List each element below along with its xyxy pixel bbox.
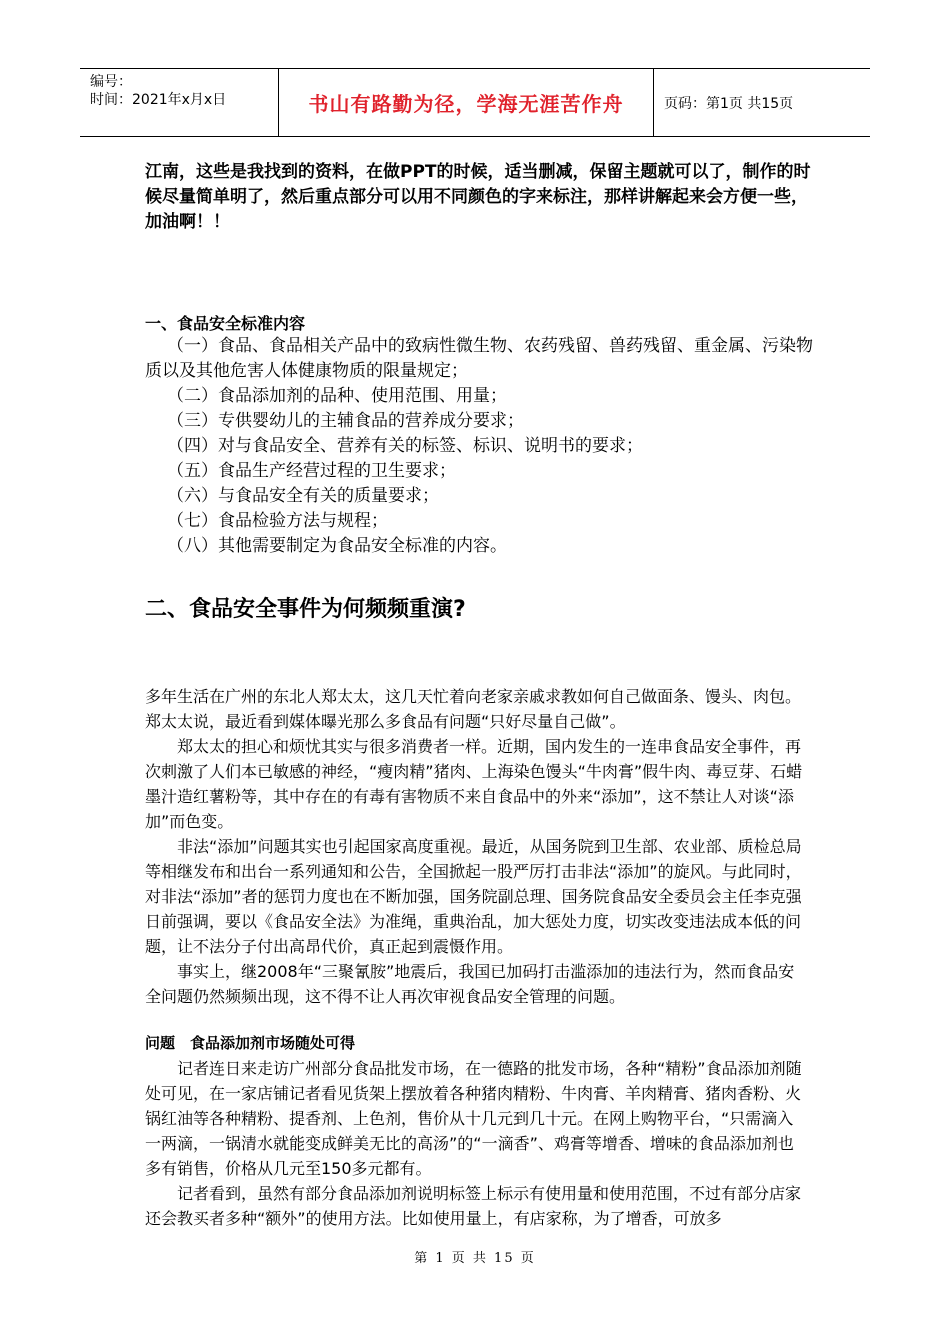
- paragraph: 郑太太的担心和烦忧其实与很多消费者一样。近期，国内发生的一连串食品安全事件，再次刺激了人们本已敏感的神经，“瘦肉精”猪肉、上海染色馒头“牛肉膏”假牛肉、毒豆芽、石蜡墨汁造红薯粉等，其中存在的有毒有害物质不来自食品中的外来“添加”，这不禁让人对谈“添加”而色变。: [145, 737, 803, 831]
- section1-title: 一、食品安全标准内容: [145, 314, 306, 333]
- subsection-body: [145, 1056, 805, 1231]
- list-item: （六）与食品安全有关的质量要求；: [167, 486, 439, 506]
- document-time-label: 时间：2021年x月x日: [90, 92, 227, 108]
- list-item: （三）专供婴幼儿的主辅食品的营养成分要求；: [167, 411, 524, 431]
- list-item: （一）食品、食品相关产品中的致病性微生物、农药残留、兽药残留、重金属、污染物质以及其他危害人体健康物质的限量规定；: [145, 336, 813, 381]
- paragraph: 多年生活在广州的东北人郑太太，这几天忙着向老家亲戚求教如何自己做面条、馒头、肉包。郑太太说，最近看到媒体曝光那么多食品有问题“只好尽量自己做”。: [145, 687, 802, 731]
- page-footer: 第 1 页 共 15 页: [414, 1251, 536, 1266]
- paragraph: 记者连日来走访广州部分食品批发市场，在一德路的批发市场，各种“精粉”食品添加剂随处可见，在一家店铺记者看见货架上摆放着各种猪肉精粉、牛肉膏、羊肉精膏、猪肉香粉、火锅红油等各种精粉、提香剂、上色剂，售价从十几元到几十元。在网上购物平台，“只需滴入一两滴，一锅清水就能变成鲜美无比的高汤”的“一滴香”、鸡膏等增香、增味的食品添加剂也多有销售，价格从几元至150多元都有。: [145, 1059, 802, 1178]
- list-item: （二）食品添加剂的品种、使用范围、用量；: [167, 386, 507, 406]
- header-motto-cell: [279, 69, 654, 136]
- paragraph: 非法“添加”问题其实也引起国家高度重视。最近，从国务院到卫生部、农业部、质检总局等相继发布和出台一系列通知和公告，全国掀起一股严厉打击非法“添加”的旋风。与此同时，对非法“添加”者的惩罚力度也在不断加强，国务院副总理、国务院食品安全委员会主任李克强日前强调，要以《食品安全法》为准绳，重典治乱，加大惩处力度，切实改变违法成本低的问题，让不法分子付出高昂代价，真正起到震慑作用。: [145, 837, 802, 956]
- page-info: 页码：第1页 共15页: [664, 95, 794, 112]
- list-item: （八）其他需要制定为食品安全标准的内容。: [167, 536, 507, 556]
- document-number-label: 编号：: [90, 74, 132, 90]
- author-note: 江南，这些是我找到的资料，在做PPT的时候，适当删减，保留主题就可以了，制作的时候尽量简单明了，然后重点部分可以用不同颜色的字来标注，那样讲解起来会方便一些，加油啊！！: [145, 162, 811, 232]
- motto-text: 书山有路勤为径，学海无涯苦作舟: [308, 92, 624, 116]
- list-item: （四）对与食品安全、营养有关的标签、标识、说明书的要求；: [167, 436, 643, 456]
- header-table: [80, 68, 870, 137]
- section2-title: 二、食品安全事件为何频频重演?: [145, 597, 466, 622]
- subsection-title: 问题 食品添加剂市场随处可得: [145, 1034, 356, 1052]
- header-meta-cell: [80, 69, 279, 136]
- paragraph: 事实上，继2008年“三聚氰胺”地震后，我国已加码打击滥添加的违法行为，然而食品安全问题仍然频频出现，这不得不让人再次审视食品安全管理的问题。: [145, 962, 795, 1006]
- section2-body: [145, 684, 805, 1009]
- section1-list: [145, 334, 825, 559]
- list-item: （五）食品生产经营过程的卫生要求；: [167, 461, 456, 481]
- paragraph: 记者看到，虽然有部分食品添加剂说明标签上标示有使用量和使用范围，不过有部分店家还会教买者多种“额外”的使用方法。比如使用量上，有店家称，为了增香，可放多: [145, 1184, 802, 1228]
- header-page-cell: [654, 69, 870, 136]
- list-item: （七）食品检验方法与规程；: [167, 511, 388, 531]
